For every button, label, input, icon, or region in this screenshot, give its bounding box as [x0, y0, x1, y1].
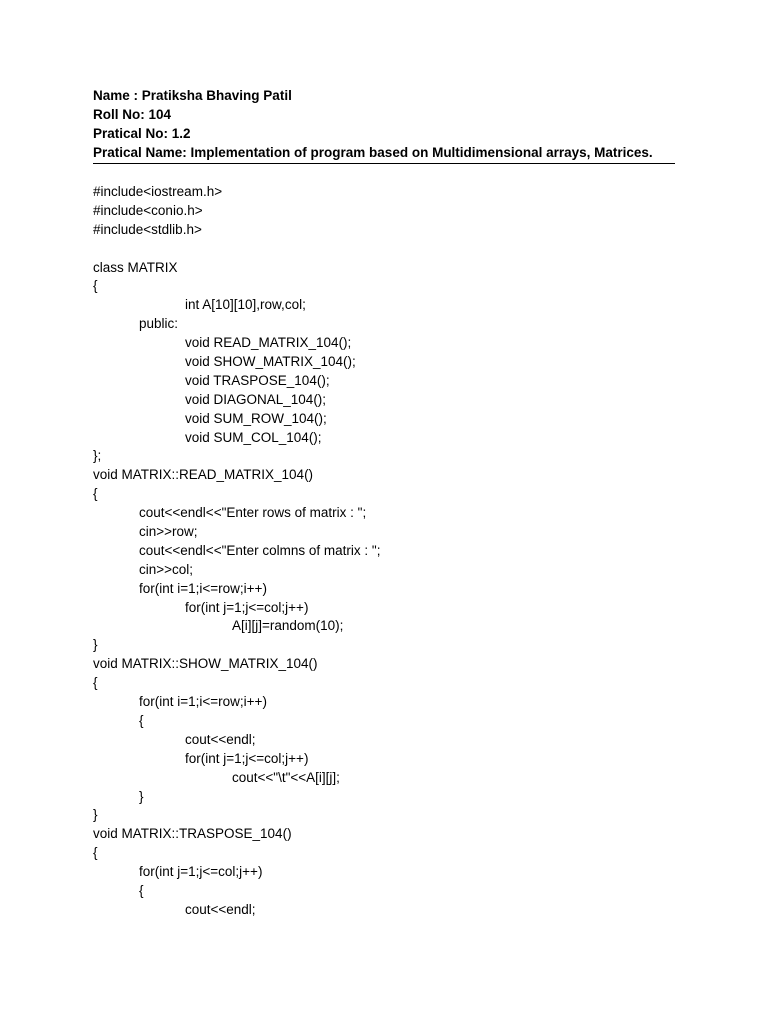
code-line: } — [139, 788, 144, 804]
code-line: void SUM_ROW_104(); — [185, 410, 327, 426]
code-line: void DIAGONAL_104(); — [185, 391, 327, 407]
roll-number: Roll No: 104 — [93, 107, 172, 122]
student-name: Name : Pratiksha Bhaving Patil — [93, 88, 292, 103]
practical-number: Pratical No: 1.2 — [93, 126, 191, 141]
code-line: void TRASPOSE_104(); — [185, 372, 330, 388]
code-line: void SHOW_MATRIX_104(); — [185, 354, 356, 370]
code-line: }; — [93, 448, 102, 464]
code-line: cin>>col; — [139, 561, 194, 577]
code-line-blank — [93, 240, 693, 259]
code-line: cout<<"\t"<<A[i][j]; — [232, 769, 340, 785]
code-line: { — [93, 675, 98, 691]
code-line: for(int j=1;j<=col;j++) — [185, 750, 309, 766]
code-line: { — [139, 882, 144, 898]
code-line: A[i][j]=random(10); — [232, 618, 344, 634]
code-line: } — [93, 807, 98, 823]
code-line: { — [139, 712, 144, 728]
code-line: cin>>row; — [139, 524, 198, 540]
code-line: public: — [139, 316, 179, 332]
code-line: { — [93, 486, 98, 502]
code-line: void MATRIX::SHOW_MATRIX_104() — [93, 656, 318, 672]
code-line: cout<<endl; — [185, 731, 256, 747]
practical-name: Pratical Name: Implementation of program based on Multidimensional arrays, Matrices. — [93, 143, 675, 164]
code-line: for(int j=1;j<=col;j++) — [185, 599, 309, 615]
code-line: for(int j=1;j<=col;j++) — [139, 864, 263, 880]
code-line: } — [93, 637, 98, 653]
code-line: void SUM_COL_104(); — [185, 429, 322, 445]
code-line: cout<<endl; — [185, 901, 256, 917]
code-line: { — [93, 845, 98, 861]
code-line: #include<iostream.h> — [93, 184, 223, 199]
code-line: int A[10][10],row,col; — [185, 297, 306, 313]
code-line: for(int i=1;i<=row;i++) — [139, 694, 267, 710]
code-line: { — [93, 278, 98, 294]
code-line: #include<conio.h> — [93, 202, 203, 218]
code-line: #include<stdlib.h> — [93, 221, 202, 237]
code-line: class MATRIX — [93, 259, 178, 275]
code-listing — [93, 183, 693, 920]
code-line: void MATRIX::TRASPOSE_104() — [93, 826, 292, 842]
code-line: void READ_MATRIX_104(); — [185, 335, 352, 351]
code-line: void MATRIX::READ_MATRIX_104() — [93, 467, 314, 483]
code-line: for(int i=1;i<=row;i++) — [139, 580, 267, 596]
document-header — [93, 86, 675, 164]
code-line: cout<<endl<<"Enter rows of matrix : "; — [139, 505, 367, 521]
code-line: cout<<endl<<"Enter colmns of matrix : "; — [139, 542, 381, 558]
